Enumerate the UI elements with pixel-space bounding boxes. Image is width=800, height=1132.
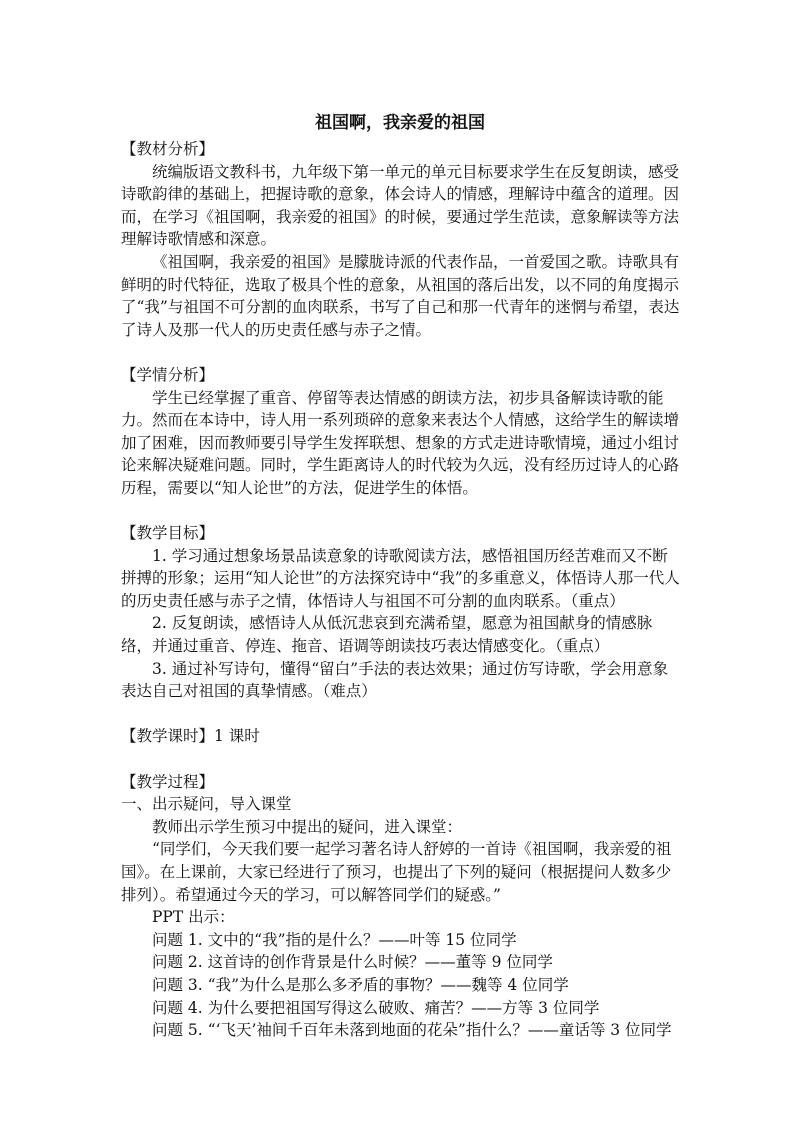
paragraph: 教师出示学生预习中提出的疑问，进入课堂：	[152, 817, 463, 836]
goal-item: 3. 通过补写诗句，懂得“留白”手法的表达效果；通过仿写诗歌，学会用意象表达自己对祖国的真挚情感。（难点）	[121, 659, 669, 701]
question-item: 问题 4. 为什么要把祖国写得这么破败、痛苦？——方等 3 位同学	[152, 998, 600, 1017]
goal-item: 1. 学习通过想象场景品读意象的诗歌阅读方法，感悟祖国历经苦难而又不断拼搏的形象；运用“知人论世”的方法探究诗中“我”的多重意义，体悟诗人那一代人的历史责任感与赤子之情，体悟诗人与祖国不可分割的血肉联系。（重点）	[121, 546, 680, 610]
paragraph: 学生已经掌握了重音、停留等表达情感的朗读方法，初步具备解读诗歌的能力。然而在本诗中，诗人用一系列琐碎的意象来表达个人情感，这给学生的解读增加了困难，因而教师要引导学生发挥联想、想象的方式走进诗歌情境，通过小组讨论来解决疑难问题。同时，学生距离诗人的时代较为久远，没有经历过诗人的心路历程，需要以“知人论世”的方法，促进学生的体悟。	[121, 388, 680, 497]
section-heading-textbook: 【教材分析】	[121, 140, 215, 158]
document-body	[121, 138, 681, 1042]
ppt-label: PPT 出示：	[152, 908, 235, 927]
section-heading-goals: 【教学目标】	[121, 524, 215, 543]
paragraph: 统编版语文教科书，九年级下第一单元的单元目标要求学生在反复朗读，感受诗歌韵律的基础上，把握诗歌的意象，体会诗人的情感，理解诗中蕴含的道理。因而，在学习《祖国啊，我亲爱的祖国》的时候，要通过学生范读，意象解读等方法理解诗歌情感和深意。	[121, 162, 680, 249]
goal-item: 2. 反复朗读，感悟诗人从低沉悲哀到充满希望，愿意为祖国献身的情感脉络，并通过重音、停连、拖音、语调等朗读技巧表达情感变化。（重点）	[121, 614, 653, 656]
quote-paragraph: “同学们，今天我们要一起学习著名诗人舒婷的一首诗《祖国啊，我亲爱的祖国》。在上课前，大家已经进行了预习，也提出了下列的疑问（根据提问人数多少排列）。希望通过今天的学习，可以解答同学们的疑惑。”	[121, 840, 672, 904]
question-item: 问题 3. “我”为什么是那么多矛盾的事物？——魏等 4 位同学	[152, 975, 569, 994]
document-title: 祖国啊，我亲爱的祖国	[315, 113, 485, 133]
paragraph: 《祖国啊，我亲爱的祖国》是朦胧诗派的代表作品，一首爱国之歌。诗歌具有鲜明的时代特征，选取了极具个性的意象，从祖国的落后出发，以不同的角度揭示了“我”与祖国不可分割的血肉联系，书写了自己和那一代青年的迷惘与希望，表达了诗人及那一代人的历史责任感与赤子之情。	[121, 252, 680, 339]
question-item: 问题 2. 这首诗的创作背景是什么时候？——董等 9 位同学	[152, 953, 553, 972]
process-step: 一、出示疑问，导入课堂	[121, 795, 292, 814]
section-heading-students: 【学情分析】	[121, 365, 215, 384]
section-heading-hours: 【教学课时】1 课时	[121, 727, 260, 746]
question-item: 问题 5. “‘飞天’袖间千百年未落到地面的花朵”指什么？——童话等 3 位同学	[152, 1021, 672, 1040]
section-heading-process: 【教学过程】	[121, 772, 215, 791]
question-item: 问题 1. 文中的“我”指的是什么？——叶等 15 位同学	[152, 930, 517, 949]
